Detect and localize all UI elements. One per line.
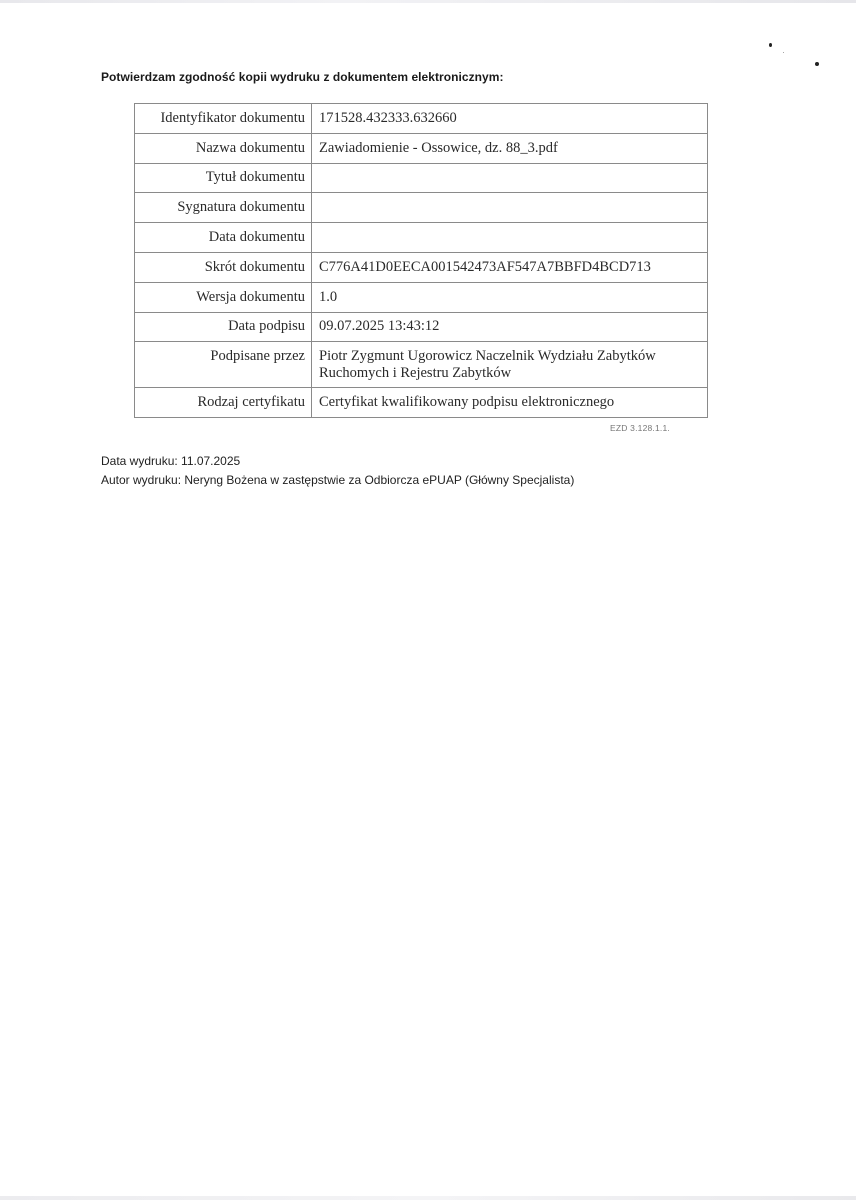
table-row — [135, 252, 708, 282]
row-label: Podpisane przez — [135, 342, 312, 388]
row-label: Sygnatura dokumentu — [135, 193, 312, 223]
row-label: Tytuł dokumentu — [135, 163, 312, 193]
row-value: 171528.432333.632660 — [312, 104, 708, 134]
scan-edge-bottom — [0, 1196, 856, 1200]
row-label: Nazwa dokumentu — [135, 133, 312, 163]
document-metadata-table — [134, 103, 708, 418]
scan-edge-top — [0, 0, 856, 3]
table-row — [135, 388, 708, 418]
row-value: C776A41D0EECA001542473AF547A7BBFD4BCD713 — [312, 252, 708, 282]
row-label: Rodzaj certyfikatu — [135, 388, 312, 418]
signer-line-2: Ruchomych i Rejestru Zabytków — [319, 365, 512, 382]
row-value — [312, 342, 708, 388]
table-row — [135, 104, 708, 134]
scan-speck — [769, 43, 772, 47]
row-label: Skrót dokumentu — [135, 252, 312, 282]
confirmation-heading: Potwierdzam zgodność kopii wydruku z dokumentem elektronicznym: — [101, 70, 504, 84]
print-date: Data wydruku: 11.07.2025 — [101, 454, 241, 468]
row-value — [312, 193, 708, 223]
row-label: Data podpisu — [135, 312, 312, 342]
scan-speck — [815, 62, 819, 66]
table-row — [135, 163, 708, 193]
row-value — [312, 163, 708, 193]
table-row — [135, 223, 708, 253]
row-label: Data dokumentu — [135, 223, 312, 253]
signer-line-1: Piotr Zygmunt Ugorowicz Naczelnik Wydziału Zabytków — [319, 348, 656, 365]
row-value — [312, 223, 708, 253]
row-label: Wersja dokumentu — [135, 282, 312, 312]
print-author: Autor wydruku: Neryng Bożena w zastępstwie za Odbiorcza ePUAP (Główny Specjalista) — [101, 473, 575, 487]
scan-speck — [783, 52, 784, 53]
table-row — [135, 133, 708, 163]
row-value: Zawiadomienie - Ossowice, dz. 88_3.pdf — [312, 133, 708, 163]
table-row — [135, 282, 708, 312]
table-row — [135, 193, 708, 223]
row-value: 09.07.2025 13:43:12 — [312, 312, 708, 342]
table-row — [135, 312, 708, 342]
row-value: Certyfikat kwalifikowany podpisu elektronicznego — [312, 388, 708, 418]
table-row — [135, 342, 708, 388]
system-version-tag: EZD 3.128.1.1. — [610, 423, 670, 433]
row-label: Identyfikator dokumentu — [135, 104, 312, 134]
row-value: 1.0 — [312, 282, 708, 312]
